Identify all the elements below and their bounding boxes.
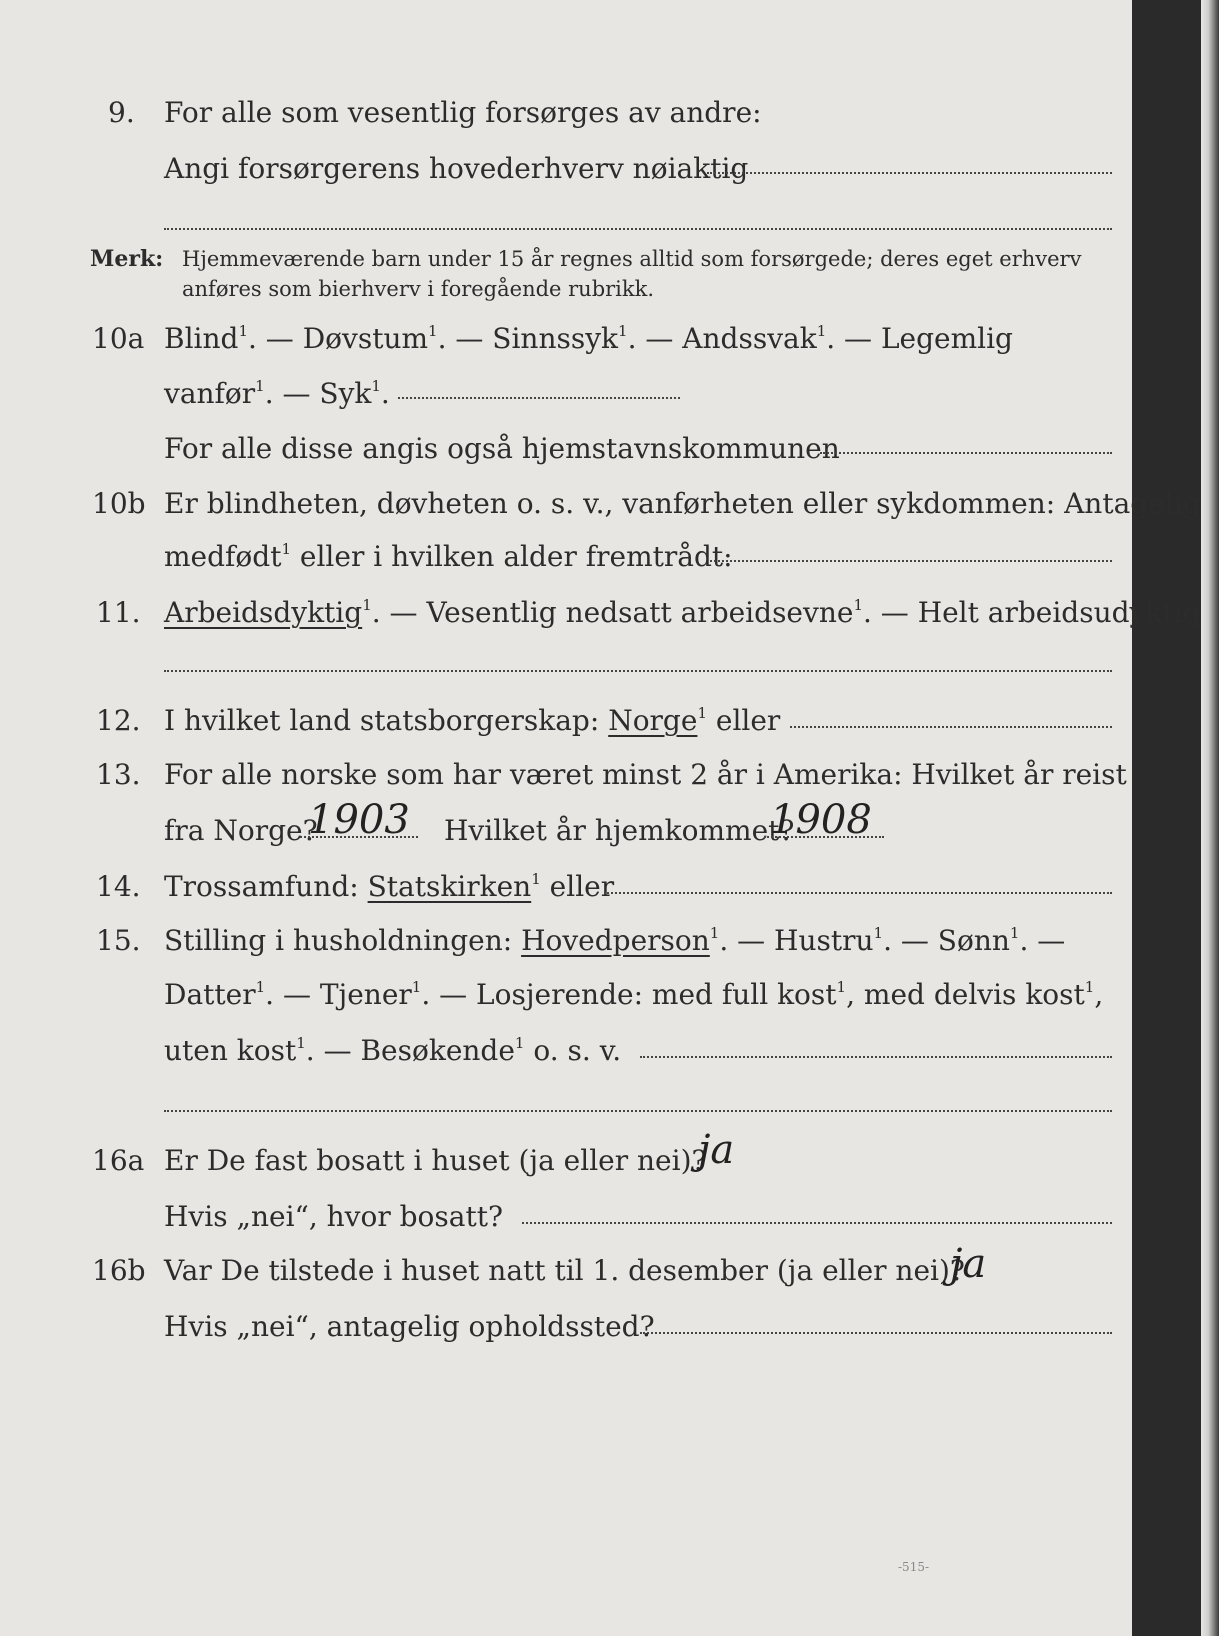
footnote-mark: 1 bbox=[709, 924, 720, 942]
item-10a-line3: For alle disse angis også hjemstavnskommunen bbox=[164, 432, 840, 465]
answer-line-15a[interactable] bbox=[640, 1056, 1112, 1058]
footnote-mark: 1 bbox=[255, 978, 266, 996]
option-norge[interactable]: Norge bbox=[608, 704, 698, 737]
footnote-mark: 1 bbox=[296, 1034, 306, 1052]
item-13-hjemkommet-label: Hvilket år hjemkommet? bbox=[444, 814, 795, 847]
item-number-16a: 16a bbox=[92, 1144, 145, 1177]
footnote-mark: 1 bbox=[1009, 924, 1020, 942]
item-12-eller: eller bbox=[706, 704, 781, 737]
faint-stamp: -515- bbox=[898, 1560, 930, 1574]
answer-line-16b[interactable] bbox=[640, 1332, 1112, 1334]
answer-line-10a-kommune[interactable] bbox=[820, 452, 1112, 454]
separator: . — bbox=[248, 322, 303, 355]
item-13-reist-label: fra Norge? bbox=[164, 814, 318, 847]
option-nedsatt[interactable]: Vesentlig nedsatt arbeidsevne bbox=[426, 596, 854, 629]
item-number-9: 9. bbox=[108, 96, 135, 129]
item-10b-line2 bbox=[164, 540, 733, 574]
item-number-14: 14. bbox=[96, 870, 141, 903]
option-full-kost[interactable]: med full kost bbox=[651, 978, 837, 1011]
footnote-mark: 1 bbox=[362, 596, 372, 614]
option-statskirken[interactable]: Statskirken bbox=[367, 870, 532, 903]
separator: . bbox=[380, 377, 390, 410]
item-16b-line2: Hvis „nei“, antagelig opholdssted? bbox=[164, 1310, 655, 1343]
handwritten-answer-16a[interactable]: ja bbox=[698, 1127, 735, 1173]
answer-line-10b[interactable] bbox=[710, 560, 1112, 562]
option-dovstum: Døvstum bbox=[302, 322, 429, 355]
option-medfodt: medfødt bbox=[164, 540, 282, 573]
option-hustru[interactable]: Hustru bbox=[774, 924, 874, 957]
separator: . — bbox=[265, 978, 320, 1011]
footnote-mark: 1 bbox=[853, 596, 863, 614]
item-11-options bbox=[164, 596, 1219, 630]
item-number-12: 12. bbox=[96, 704, 141, 737]
footnote-mark: 1 bbox=[255, 377, 265, 395]
footnote-mark: 1 bbox=[411, 978, 422, 996]
answer-line-15b[interactable] bbox=[164, 1110, 1112, 1112]
separator: . — bbox=[437, 322, 493, 355]
item-12-label: I hvilket land statsborgerskap: bbox=[164, 704, 609, 737]
item-15-label: Stilling i husholdningen: bbox=[164, 924, 522, 957]
separator: . — bbox=[421, 978, 477, 1011]
item-14-label: Trossamfund: bbox=[164, 870, 368, 903]
answer-line-10a[interactable] bbox=[398, 397, 680, 399]
item-15-osv: o. s. v. bbox=[524, 1034, 622, 1067]
answer-line-12[interactable] bbox=[790, 726, 1112, 728]
option-datter[interactable]: Datter bbox=[164, 978, 256, 1011]
option-syk: Syk bbox=[319, 377, 372, 410]
footnote-mark: 1 bbox=[514, 1034, 525, 1052]
answer-line-11[interactable] bbox=[164, 670, 1112, 672]
footnote-mark: 1 bbox=[371, 377, 381, 395]
footnote-mark: 1 bbox=[1084, 978, 1095, 996]
item-15-line3 bbox=[164, 1034, 621, 1068]
note-label: Merk: bbox=[90, 246, 164, 272]
item-16a-line2: Hvis „nei“, hvor bosatt? bbox=[164, 1200, 503, 1233]
handwritten-return-year[interactable]: 1908 bbox=[770, 797, 872, 843]
separator: , bbox=[846, 978, 864, 1011]
item-number-10b: 10b bbox=[92, 487, 146, 520]
item-14-question bbox=[164, 870, 614, 904]
option-andssvak: Andssvak bbox=[682, 322, 817, 355]
item-10b-question: Er blindheten, døvheten o. s. v., vanførheten eller sykdommen: Antagelig bbox=[164, 487, 1201, 520]
item-12-question bbox=[164, 704, 780, 738]
option-besokende[interactable]: Besøkende bbox=[360, 1034, 515, 1067]
answer-line-9b[interactable] bbox=[164, 228, 1112, 230]
item-10a-options bbox=[164, 322, 1013, 356]
separator: . — bbox=[371, 596, 427, 629]
item-9-question: For alle som vesentlig forsørges av andre: bbox=[164, 96, 762, 129]
option-delvis-kost[interactable]: med delvis kost bbox=[863, 978, 1085, 1011]
answer-line-13b[interactable] bbox=[764, 836, 884, 838]
item-10b-rest: eller i hvilken alder fremtrådt: bbox=[291, 540, 733, 573]
handwritten-answer-16b[interactable]: ja bbox=[950, 1241, 987, 1287]
item-number-15: 15. bbox=[96, 924, 141, 957]
item-number-10a: 10a bbox=[92, 322, 145, 355]
note-text-line1: Hjemmeværende barn under 15 år regnes alltid som forsørgede; deres eget erhverv bbox=[182, 247, 1082, 271]
separator: . — bbox=[862, 596, 918, 629]
option-sonn[interactable]: Sønn bbox=[937, 924, 1010, 957]
footnote-mark: 1 bbox=[238, 322, 248, 340]
page-edge bbox=[1201, 0, 1219, 1636]
footnote-mark: 1 bbox=[281, 540, 291, 558]
item-15-line2 bbox=[164, 978, 1103, 1012]
item-10a-line2 bbox=[164, 377, 390, 411]
separator: . — bbox=[627, 322, 683, 355]
separator: . — bbox=[305, 1034, 361, 1067]
separator: . — bbox=[1019, 924, 1066, 957]
option-tjener[interactable]: Tjener bbox=[319, 978, 412, 1011]
option-arbeidsudyktig[interactable]: Helt arbeidsudyktig bbox=[917, 596, 1201, 629]
answer-line-9a[interactable] bbox=[707, 172, 1112, 174]
footnote-mark: 1 bbox=[873, 924, 884, 942]
footnote-mark: 1 bbox=[836, 978, 847, 996]
item-14-eller: eller bbox=[540, 870, 615, 903]
note-text-line2: anføres som bierhverv i foregående rubrikk. bbox=[182, 277, 655, 301]
item-15-line1 bbox=[164, 924, 1065, 958]
item-16b-question: Var De tilstede i huset natt til 1. desember (ja eller nei)? bbox=[164, 1254, 965, 1287]
item-number-11: 11. bbox=[96, 596, 141, 629]
item-number-16b: 16b bbox=[92, 1254, 146, 1287]
option-sinnssyk: Sinnssyk bbox=[492, 322, 619, 355]
separator: , bbox=[1094, 978, 1104, 1011]
footnote-mark: 1 bbox=[697, 704, 707, 722]
footnote-mark: 1 bbox=[428, 322, 438, 340]
answer-line-16a[interactable] bbox=[522, 1222, 1112, 1224]
item-number-13: 13. bbox=[96, 758, 141, 791]
item-16a-question: Er De fast bosatt i huset (ja eller nei)? bbox=[164, 1144, 707, 1177]
item-9-prompt: Angi forsørgerens hovederhverv nøiaktig bbox=[164, 152, 749, 185]
footnote-mark: 1 bbox=[618, 322, 628, 340]
separator: . — bbox=[826, 322, 881, 355]
option-blind: Blind bbox=[164, 322, 239, 355]
option-losjerende: Losjerende: bbox=[476, 978, 652, 1011]
separator: . — bbox=[883, 924, 938, 957]
answer-line-14[interactable] bbox=[604, 892, 1112, 894]
footnote-mark: 1 bbox=[531, 870, 541, 888]
item-13-question: For alle norske som har været minst 2 år i Amerika: Hvilket år reist bbox=[164, 758, 1127, 791]
option-vanfor: vanfør bbox=[164, 377, 256, 410]
footnote-mark: 1 bbox=[816, 322, 827, 340]
separator: . — bbox=[264, 377, 320, 410]
option-arbeidsdyktig[interactable]: Arbeidsdyktig bbox=[164, 596, 363, 629]
option-uten-kost[interactable]: uten kost bbox=[164, 1034, 297, 1067]
option-hovedperson[interactable]: Hovedperson bbox=[521, 924, 710, 957]
handwritten-emigration-year[interactable]: 1903 bbox=[308, 797, 410, 843]
option-legemlig: Legemlig bbox=[880, 322, 1013, 355]
separator: . — bbox=[719, 924, 775, 957]
answer-line-13a[interactable] bbox=[300, 836, 418, 838]
